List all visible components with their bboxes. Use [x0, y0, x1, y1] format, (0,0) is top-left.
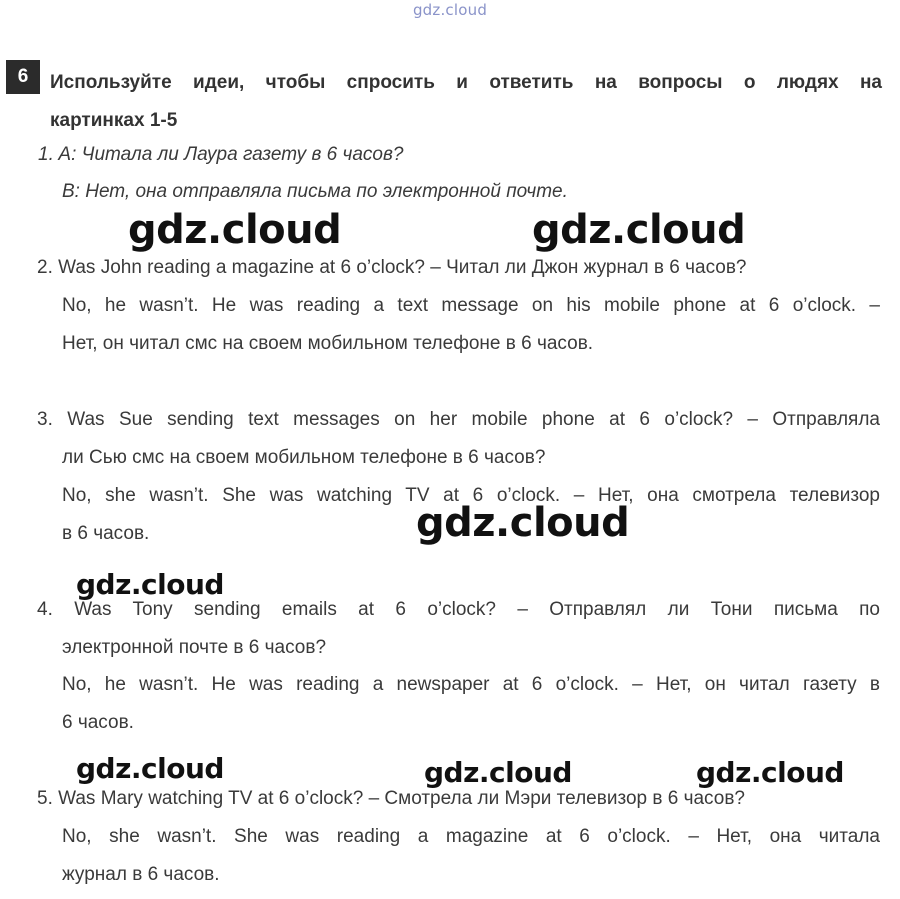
item-5-line-1: 5. Was Mary watching TV at 6 o’clock? – Смотрела ли Мэри телевизор в 6 часов?: [37, 788, 745, 809]
item-3-line-3: No, she wasn’t. She was watching TV at 6 o’clock. – Нет, она смотрела телевизор: [62, 485, 880, 506]
item-4-line-1: 4. Was Tony sending emails at 6 o’clock? – Отправлял ли Тони письма по: [37, 599, 880, 620]
watermark-text: gdz.cloud: [696, 756, 844, 789]
item-5-line-3: журнал в 6 часов.: [62, 864, 220, 885]
item-2-line-2: No, he wasn’t. He was reading a text message on his mobile phone at 6 o’clock. –: [62, 295, 880, 316]
watermark-text: gdz.cloud: [416, 500, 630, 546]
item-4-line-3: No, he wasn’t. He was reading a newspaper at 6 o’clock. – Нет, он читал газету в: [62, 674, 880, 695]
item-5-line-2: No, she wasn’t. She was reading a magazine at 6 o’clock. – Нет, она читала: [62, 826, 880, 847]
task-number-badge: 6: [6, 60, 40, 94]
task-title-line1: Используйте идеи, чтобы спросить и ответить на вопросы о людях на: [50, 72, 882, 93]
item-2-line-3: Нет, он читал смс на своем мобильном телефоне в 6 часов.: [62, 333, 594, 354]
watermark-text: gdz.cloud: [128, 207, 342, 253]
top-watermark: gdz.cloud: [412, 1, 488, 19]
item-4-line-4: 6 часов.: [62, 712, 134, 733]
item-4-line-2: электронной почте в 6 часов?: [62, 637, 327, 658]
watermark-text: gdz.cloud: [76, 752, 224, 785]
item-1-answer: B: Нет, она отправляла письма по электронной почте.: [62, 181, 568, 202]
item-3-line-2: ли Сью смс на своем мобильном телефоне в 6 часов?: [62, 447, 546, 468]
item-2-line-1: 2. Was John reading a magazine at 6 o’clock? – Читал ли Джон журнал в 6 часов?: [37, 257, 747, 278]
task-title-line2: картинках 1-5: [50, 110, 178, 131]
item-1-question: 1. A: Читала ли Лаура газету в 6 часов?: [38, 144, 404, 165]
watermark-text: gdz.cloud: [532, 207, 746, 253]
watermark-text: gdz.cloud: [76, 568, 224, 601]
item-3-line-1: 3. Was Sue sending text messages on her mobile phone at 6 o’clock? – Отправляла: [37, 409, 880, 430]
item-3-line-4: в 6 часов.: [62, 523, 150, 544]
watermark-text: gdz.cloud: [424, 756, 572, 789]
